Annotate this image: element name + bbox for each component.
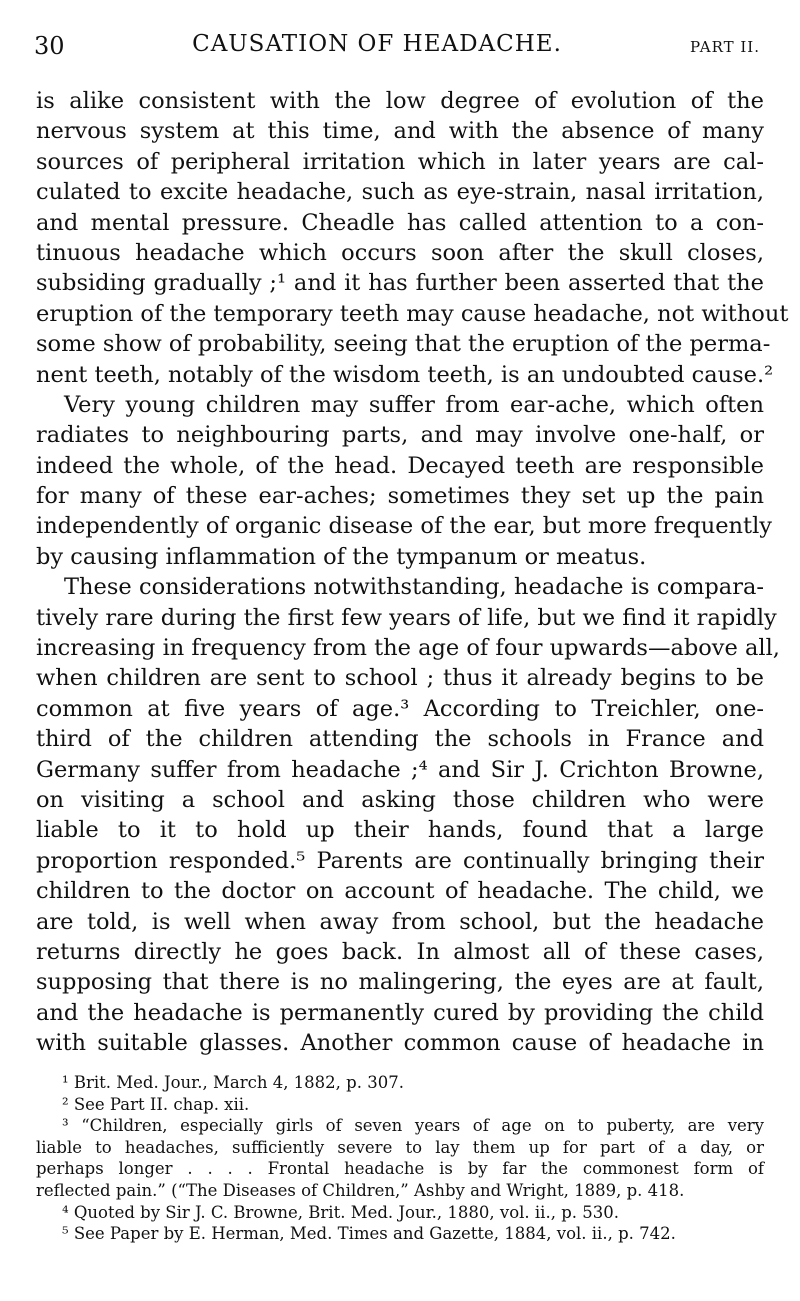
body-line: tinuous headache which occurs soon after the skull closes, — [36, 239, 764, 266]
body-line: Very young children may suffer from ear-ache, which often — [64, 391, 764, 418]
footnotes — [36, 1072, 764, 1245]
running-title: CAUSATION OF HEADACHE. — [192, 31, 562, 57]
footnote-line: reflected pain.” (“The Diseases of Children,” Ashby and Wright, 1889, p. 418. — [36, 1180, 685, 1200]
page-number: 30 — [34, 32, 65, 60]
body-line: nent teeth, notably of the wisdom teeth, is an undoubted cause.² — [36, 361, 774, 388]
footnote-line: ¹ Brit. Med. Jour., March 4, 1882, p. 307. — [62, 1073, 404, 1092]
body-line: are told, is well when away from school, but the headache — [36, 908, 764, 935]
body-line: sources of peripheral irritation which in later years are cal- — [36, 148, 764, 175]
body-line: tively rare during the first few years of life, but we find it rapidly — [36, 604, 777, 631]
body-line: increasing in frequency from the age of four upwards—above all, — [36, 635, 780, 662]
body-line: indeed the whole, of the head. Decayed teeth are responsible — [36, 452, 764, 479]
body-line: culated to excite headache, such as eye-strain, nasal irritation, — [36, 179, 764, 206]
body-line: with suitable glasses. Another common cause of headache in — [36, 1030, 764, 1057]
body-line: independently of organic disease of the ear, but more frequently — [36, 513, 772, 540]
body-line: supposing that there is no malingering, the eyes are at fault, — [36, 969, 764, 996]
footnote-line: liable to headaches, sufficiently severe to lay them up for part of a day, or — [36, 1137, 764, 1157]
body-line: for many of these ear-aches; sometimes they set up the pain — [36, 483, 764, 510]
footnote-line: ² See Part II. chap. xii. — [62, 1094, 250, 1114]
body-line: some show of probability, seeing that the eruption of the perma- — [36, 331, 771, 358]
body-line: Germany suffer from headache ;⁴ and Sir J. Crichton Browne, — [36, 756, 764, 783]
body-line: children to the doctor on account of headache. The child, we — [36, 878, 764, 905]
body-line: by causing inflammation of the tympanum or meatus. — [36, 543, 647, 570]
body-line: when children are sent to school ; thus it already begins to be — [36, 665, 764, 692]
body-line: third of the children attending the schools in France and — [36, 726, 764, 753]
body-line: nervous system at this time, and with the absence of many — [36, 118, 764, 145]
body-line: and the headache is permanently cured by providing the child — [36, 999, 764, 1026]
body-line: proportion responded.⁵ Parents are continually bringing their — [36, 847, 764, 874]
body-line: liable to it to hold up their hands, found that a large — [36, 817, 764, 844]
footnote-line: perhaps longer . . . . Frontal headache is by far the commonest form of — [36, 1159, 764, 1179]
body-line: subsiding gradually ;¹ and it has further been asserted that the — [36, 270, 764, 297]
body-line: and mental pressure. Cheadle has called attention to a con- — [36, 209, 764, 236]
footnote-line: ⁴ Quoted by Sir J. C. Browne, Brit. Med. Jour., 1880, vol. ii., p. 530. — [62, 1202, 619, 1222]
footnote-line: ³ “Children, especially girls of seven years of age on to puberty, are very — [62, 1116, 764, 1136]
body-line: returns directly he goes back. In almost all of these cases, — [36, 938, 764, 965]
body-line: eruption of the temporary teeth may cause headache, not without — [36, 300, 789, 327]
body-line: is alike consistent with the low degree of evolution of the — [36, 88, 764, 114]
page-header — [34, 28, 760, 68]
body-line: These considerations notwithstanding, headache is compara- — [64, 574, 764, 601]
body-text — [36, 86, 789, 1059]
body-line: common at five years of age.³ According to Treichler, one- — [36, 695, 764, 722]
part-label: PART II. — [690, 38, 760, 56]
body-line: on visiting a school and asking those children who were — [36, 786, 764, 813]
footnote-line: ⁵ See Paper by E. Herman, Med. Times and Gazette, 1884, vol. ii., p. 742. — [62, 1224, 676, 1244]
body-line: radiates to neighbouring parts, and may involve one-half, or — [36, 422, 764, 449]
